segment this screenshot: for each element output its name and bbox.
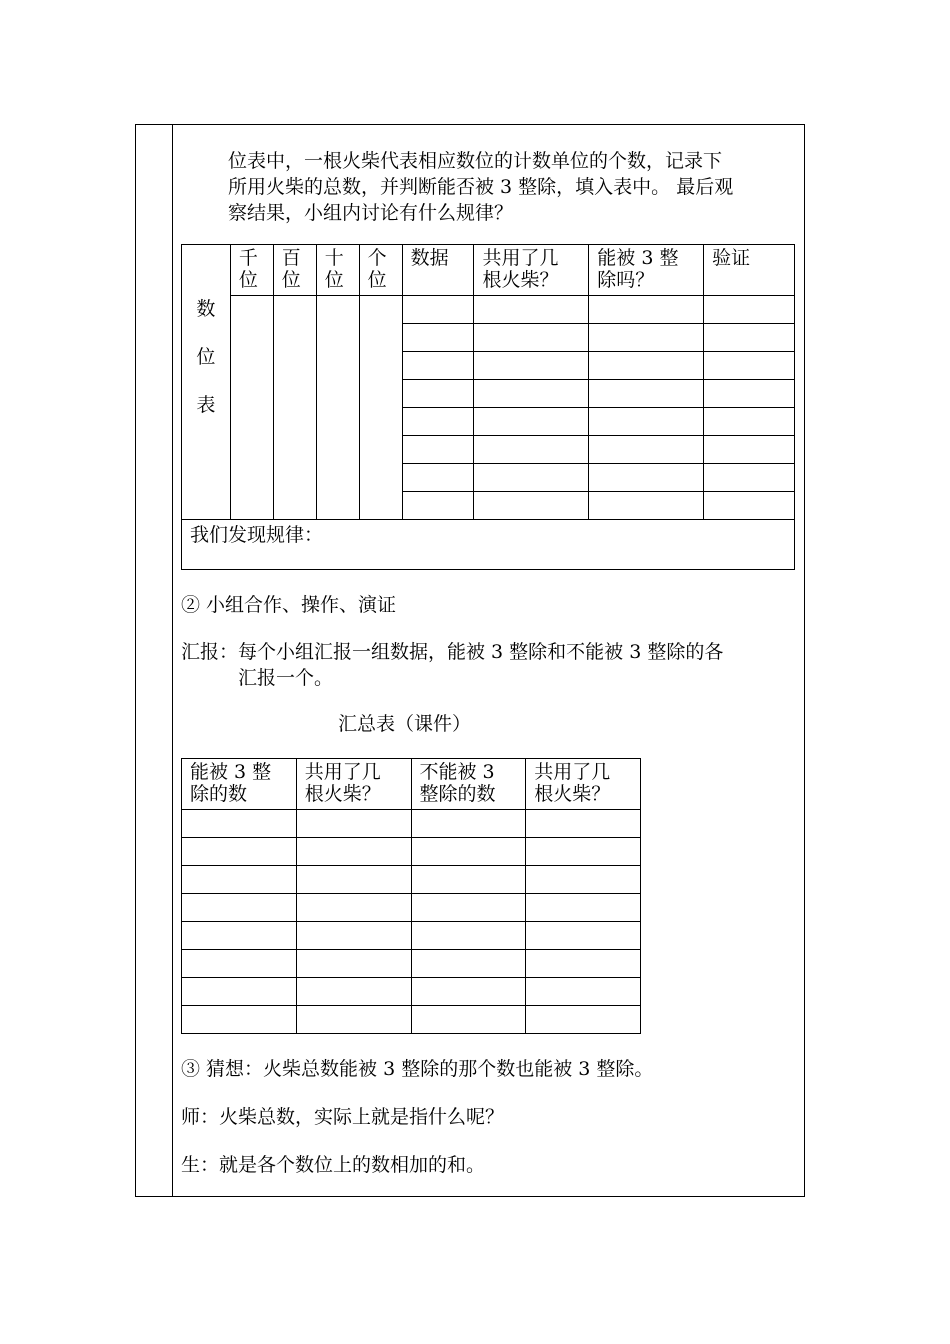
table-cell[interactable] — [182, 866, 297, 894]
table-cell[interactable] — [526, 894, 641, 922]
table-cell[interactable] — [526, 1006, 641, 1034]
column-header-ones: 个 位 — [359, 245, 402, 296]
table-cell[interactable] — [411, 810, 526, 838]
frame-left-column-divider — [172, 124, 173, 1197]
table-cell[interactable] — [526, 810, 641, 838]
tens-column-cell[interactable] — [316, 296, 359, 520]
table-cell[interactable] — [296, 838, 411, 866]
table-cell[interactable] — [402, 296, 474, 324]
table-cell[interactable] — [182, 1006, 297, 1034]
step-3-conjecture: ③ 猜想：火柴总数能被 3 整除的那个数也能被 3 整除。 — [181, 1058, 654, 1080]
column-header-divisible-by-3: 能被 3 整 除吗？ — [589, 245, 704, 296]
table-cell[interactable] — [704, 436, 795, 464]
finding-row[interactable] — [182, 520, 795, 570]
table-cell[interactable] — [296, 922, 411, 950]
report-line-1: 汇报：每个小组汇报一组数据，能被 3 整除和不能被 3 整除的各 — [181, 641, 724, 663]
table-cell[interactable] — [589, 492, 704, 520]
summary-table — [181, 758, 641, 1034]
table-cell[interactable] — [474, 352, 589, 380]
table-cell[interactable] — [474, 492, 589, 520]
summary-header-not-divisible: 不能被 3 整除的数 — [411, 759, 526, 810]
table-cell[interactable] — [411, 950, 526, 978]
table-cell[interactable] — [182, 950, 297, 978]
table-cell[interactable] — [402, 408, 474, 436]
table-cell[interactable] — [411, 922, 526, 950]
table-cell[interactable] — [296, 866, 411, 894]
table-row — [182, 922, 641, 950]
table-cell[interactable] — [402, 324, 474, 352]
table-cell[interactable] — [402, 380, 474, 408]
table-row — [182, 866, 641, 894]
side-label-char-3: 表 — [196, 394, 216, 416]
table-row — [182, 838, 641, 866]
summary-header-matches-used: 共用了几 根火柴？ — [296, 759, 411, 810]
table-cell[interactable] — [704, 296, 795, 324]
table-row — [182, 810, 641, 838]
student-answer: 生：就是各个数位上的数相加的和。 — [181, 1154, 486, 1176]
table-cell[interactable] — [296, 894, 411, 922]
table-cell[interactable] — [589, 464, 704, 492]
table-cell[interactable] — [526, 978, 641, 1006]
column-header-thousands: 千 位 — [230, 245, 273, 296]
table-cell[interactable] — [411, 978, 526, 1006]
table-cell[interactable] — [589, 380, 704, 408]
intro-line-1: 位表中，一根火柴代表相应数位的计数单位的个数，记录下 — [228, 150, 723, 172]
table-cell[interactable] — [182, 810, 297, 838]
column-header-tens: 十 位 — [316, 245, 359, 296]
side-label-char-1: 数 — [196, 298, 216, 320]
table-cell[interactable] — [296, 1006, 411, 1034]
side-label-char-2: 位 — [196, 346, 216, 368]
intro-line-3: 察结果，小组内讨论有什么规律？ — [228, 202, 514, 224]
table-cell[interactable] — [589, 324, 704, 352]
step-2-heading: ② 小组合作、操作、演证 — [181, 594, 397, 616]
table-cell[interactable] — [411, 866, 526, 894]
table-cell[interactable] — [704, 408, 795, 436]
table-cell[interactable] — [182, 922, 297, 950]
intro-line-2: 所用火柴的总数，并判断能否被 3 整除，填入表中。 最后观 — [228, 176, 734, 198]
table-cell[interactable] — [589, 436, 704, 464]
table-row — [182, 894, 641, 922]
table-cell[interactable] — [704, 380, 795, 408]
table-cell[interactable] — [474, 464, 589, 492]
finding-label: 我们发现规律： — [190, 524, 324, 546]
table-cell[interactable] — [589, 408, 704, 436]
table-cell[interactable] — [296, 950, 411, 978]
table-cell[interactable] — [474, 436, 589, 464]
table-cell[interactable] — [474, 324, 589, 352]
thousands-column-cell[interactable] — [230, 296, 273, 520]
table-cell[interactable] — [411, 838, 526, 866]
table-cell[interactable] — [402, 464, 474, 492]
table-cell[interactable] — [704, 492, 795, 520]
table-cell[interactable] — [402, 352, 474, 380]
table-row — [182, 978, 641, 1006]
table-cell[interactable] — [526, 922, 641, 950]
summary-header-divisible: 能被 3 整 除的数 — [182, 759, 297, 810]
ones-column-cell[interactable] — [359, 296, 402, 520]
table-cell[interactable] — [182, 978, 297, 1006]
table-cell[interactable] — [526, 838, 641, 866]
table-cell[interactable] — [402, 436, 474, 464]
summary-table-title: 汇总表（课件） — [338, 713, 472, 735]
place-value-table — [181, 244, 795, 570]
column-header-hundreds: 百 位 — [273, 245, 316, 296]
table-cell[interactable] — [589, 296, 704, 324]
hundreds-column-cell[interactable] — [273, 296, 316, 520]
table-row — [182, 1006, 641, 1034]
table-cell[interactable] — [182, 894, 297, 922]
column-header-matches-used: 共用了几 根火柴？ — [474, 245, 589, 296]
table-cell[interactable] — [296, 978, 411, 1006]
table-cell[interactable] — [402, 492, 474, 520]
table-cell[interactable] — [474, 296, 589, 324]
table-cell[interactable] — [411, 894, 526, 922]
table-cell[interactable] — [704, 324, 795, 352]
table-cell[interactable] — [704, 352, 795, 380]
table-cell[interactable] — [474, 380, 589, 408]
table-cell[interactable] — [474, 408, 589, 436]
table-cell[interactable] — [526, 950, 641, 978]
table-cell[interactable] — [704, 464, 795, 492]
table-cell[interactable] — [411, 1006, 526, 1034]
table-row — [182, 950, 641, 978]
table-cell[interactable] — [589, 352, 704, 380]
column-header-verify: 验证 — [704, 245, 795, 296]
summary-header-matches-used-2: 共用了几 根火柴？ — [526, 759, 641, 810]
teacher-question: 师：火柴总数，实际上就是指什么呢？ — [181, 1106, 505, 1128]
place-value-side-label — [182, 245, 231, 520]
report-line-2: 汇报一个。 — [238, 667, 334, 689]
column-header-data: 数据 — [402, 245, 474, 296]
table-cell[interactable] — [182, 838, 297, 866]
table-cell[interactable] — [296, 810, 411, 838]
table-cell[interactable] — [526, 866, 641, 894]
